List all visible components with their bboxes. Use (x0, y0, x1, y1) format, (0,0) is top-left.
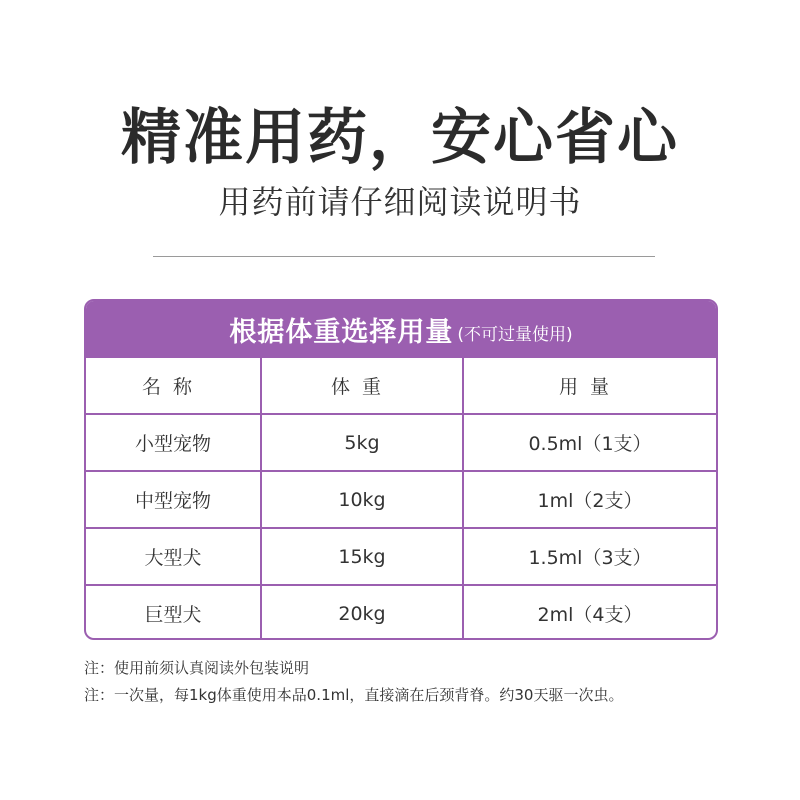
cell-pet-type: 中型宠物 (86, 471, 261, 528)
table-header-row (86, 358, 716, 414)
dosage-table (84, 299, 718, 640)
table-row (86, 471, 716, 528)
note-line: 注：使用前须认真阅读外包装说明 (84, 659, 310, 677)
table-row (86, 414, 716, 471)
cell-weight: 15kg (261, 528, 463, 585)
dosage-table-title: 根据体重选择用量 (229, 317, 454, 348)
divider (153, 256, 655, 257)
page-headline: 精准用药，安心省心 (121, 103, 679, 173)
dosage-table-header (86, 301, 716, 358)
notes (84, 655, 623, 709)
cell-pet-type: 巨型犬 (86, 585, 261, 640)
page-subheadline: 用药前请仔细阅读说明书 (218, 183, 582, 221)
cell-weight: 20kg (261, 585, 463, 640)
column-header-dosage: 用量 (463, 358, 716, 414)
cell-pet-type: 小型宠物 (86, 414, 261, 471)
dosage-grid (86, 358, 716, 640)
table-row (86, 585, 716, 640)
dosage-table-title-note: (不可过量使用) (457, 325, 573, 345)
cell-weight: 5kg (261, 414, 463, 471)
column-header-name: 名称 (86, 358, 261, 414)
column-header-weight: 体重 (261, 358, 463, 414)
cell-dosage: 2ml（4支） (463, 585, 716, 640)
cell-dosage: 1.5ml（3支） (463, 528, 716, 585)
cell-dosage: 0.5ml（1支） (463, 414, 716, 471)
table-row (86, 528, 716, 585)
note-line: 注：一次量，每1kg体重使用本品0.1ml，直接滴在后颈背脊。约30天驱一次虫。 (84, 686, 624, 704)
cell-weight: 10kg (261, 471, 463, 528)
cell-pet-type: 大型犬 (86, 528, 261, 585)
cell-dosage: 1ml（2支） (463, 471, 716, 528)
